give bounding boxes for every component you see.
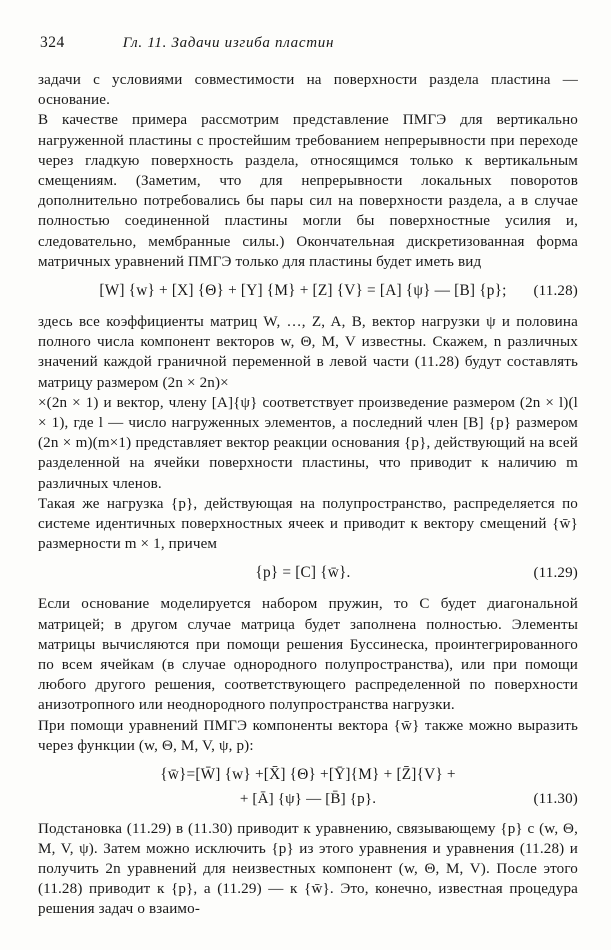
page-number: 324: [40, 34, 65, 51]
equation-number: (11.30): [533, 791, 578, 808]
page-content: [38, 34, 578, 920]
equation-body: {p} = [C] {w̄}.: [255, 564, 351, 582]
paragraph: Такая же нагрузка {p}, действующая на полупространство, распределяется по системе идентичных поверхностных ячеек и приводит к вектору смещений {w̄} размерности m × 1, причем: [38, 495, 578, 553]
paragraph: здесь все коэффициенты матриц W, …, Z, A, B, вектор нагрузки ψ и половина полного числа компонент векторов w, Θ, M, V известны. Скажем, n различных значений каждой граничной переменной в левой части (11.28) будут составлять матрицу размером (2n × 2n)×: [38, 314, 578, 391]
equation-number: (11.28): [533, 283, 578, 300]
page-header: [38, 34, 578, 52]
equation-line2-row: [38, 789, 578, 809]
equation-11-29: [38, 563, 578, 585]
paragraph: Подстановка (11.29) в (11.30) приводит к уравнению, связывающему {p} с (w, Θ, M, V, ψ). Затем можно исключить {p} из этого уравнения и уравнения (11.28) и получить 2n уравнений для неизвестных компонент (w, Θ, M, V). После этого (11.28) приводит к {p}, а (11.29) — к {w̄}. Это, конечно, известная процедура решения задач о взаимо-: [38, 820, 578, 918]
running-title: Гл. 11. Задачи изгиба пластин: [122, 35, 335, 51]
paragraph: Если основание моделируется набором пружин, то C будет диагональной матрицей; в другом случае матрица будет заполнена полностью. Элементы матрицы вычисляются при помощи решения Буссинеска, проинтегрированного по всем ячейкам (в случае однородного полупространства), или при помощи любого другого решения, соответствующего распределенной по поверхности анизотропного или неоднородного полупространства нагрузки.: [38, 596, 578, 714]
equation-11-28: [38, 281, 578, 303]
equation-body-line2: + [Ā] {ψ} — [B̄] {p}.: [239, 791, 377, 808]
equation-11-30: [38, 765, 578, 809]
paragraph: задачи с условиями совместимости на поверхности раздела пластина — основание.: [38, 72, 578, 109]
equation-body-line1: {w̄}=[W̄] {w} +[X̄] {Θ} +[Ȳ]{M} + [Z̄]{V} +: [160, 766, 456, 784]
equation-number: (11.29): [533, 565, 578, 582]
equation-body: [W] {w} + [X] {Θ} + [Y] {M} + [Z] {V} = [A] {ψ} — [B] {p};: [99, 282, 507, 300]
paragraph: ×(2n × 1) и вектор, члену [A]{ψ} соответствует произведение размером (2n × l)(l × 1), где l — число нагруженных элементов, а последний член [B] {p} размером (2n × m)(m×1) представляет вектор реакции основания {p}, действующий на всей разделенной на ячейки поверхности пластины, что приводит к наличию m различных членов.: [38, 394, 578, 492]
paragraph: В качестве примера рассмотрим представление ПМГЭ для вертикально нагруженной пластины с простейшим требованием непрерывности при переходе через гладкую поверхность раздела, относящимся только к вертикальным смещениям. (Заметим, что для непрерывности локальных поворотов дополнительно потребовались бы пары сил на поверхности раздела, а в случае полностью соединенной пластины могли бы поверхностные усилия и, следовательно, мембранные силы.) Окончательная дискретизованная форма матричных уравнений ПМГЭ только для пластины будет иметь вид: [38, 112, 578, 270]
paragraph: При помощи уравнений ПМГЭ компоненты вектора {w̄} также можно выразить через функции (w, Θ, M, V, ψ, p):: [38, 717, 578, 754]
body-text: [38, 70, 578, 920]
